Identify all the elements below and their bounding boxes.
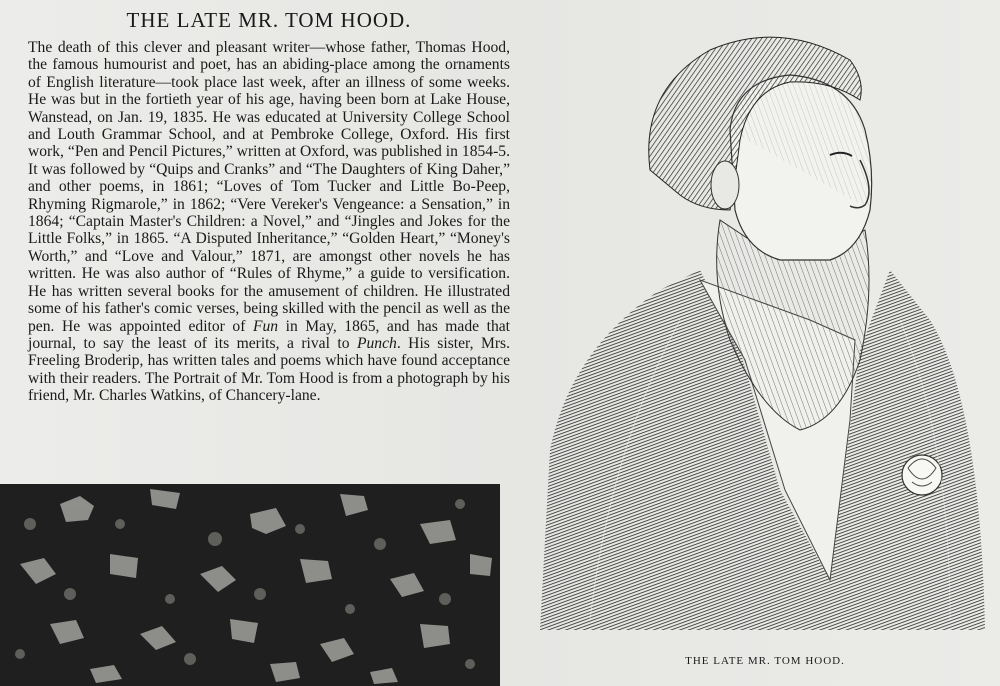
portrait-illustration	[530, 20, 995, 640]
article-headline: THE LATE MR. TOM HOOD.	[126, 8, 412, 32]
portrait-caption: THE LATE MR. TOM HOOD.	[685, 655, 845, 667]
mottled-pattern-graphic	[0, 484, 500, 686]
flower-icon	[902, 455, 942, 495]
body-part-1: The death of this clever and pleasant writer—whose father, Thomas Hood, the famous humourist and poet, has an abiding-place among the ornaments of English literature—took place last week, after an illness of some weeks. He was but in the fortieth year of his age, having been born at Lake House, Wanstead, on Jan. 19, 1835. He was educated at University College School and Louth Grammar School, and at Pembroke College, Oxford. His first work, “Pen and Pencil Pictures,” written at Oxford, was published in 1854-5. It was followed by “Quips and Cranks” and “The Daughters of King Daher,” and other poems, in 1861; “Loves of Tom Tucker and Little Bo-Peep, Rhyming Rigmarole,” in 1862; “Vere Vereker's Vengeance: a Sensation,” in 1864; “Captain Master's Children: a Novel,” and “Jingles and Jokes for the Little Folks,” in 1865. “A Disputed Inheritance,” “Golden Heart,” “Money's Worth,” and “Love and Valour,” 1871, are amongst other novels he has written. He was also author of “Rules of Rhyme,” a guide to versification. He has written several books for the amusement of children. He illustrated some of his father's comic verses, being skilled with the pencil as well as the pen. He was appointed editor of	[28, 39, 510, 335]
body-italic-punch: Punch	[356, 334, 397, 352]
article	[28, 8, 510, 405]
body-part-2: in May, 1865, and has made that journal, to say the least of its merits, a rival to	[28, 317, 510, 352]
body-italic-fun: Fun	[252, 317, 279, 335]
body-part-3: . His sister, Mrs. Freeling Broderip, has written tales and poems which have found acceptance with their readers. The Portrait of Mr. Tom Hood is from a photograph by his friend, Mr. Charles Watkins, of Chancery-lane.	[28, 334, 510, 405]
portrait-engraving	[530, 20, 995, 640]
article-body	[28, 39, 510, 405]
mottled-texture-background	[0, 484, 500, 686]
